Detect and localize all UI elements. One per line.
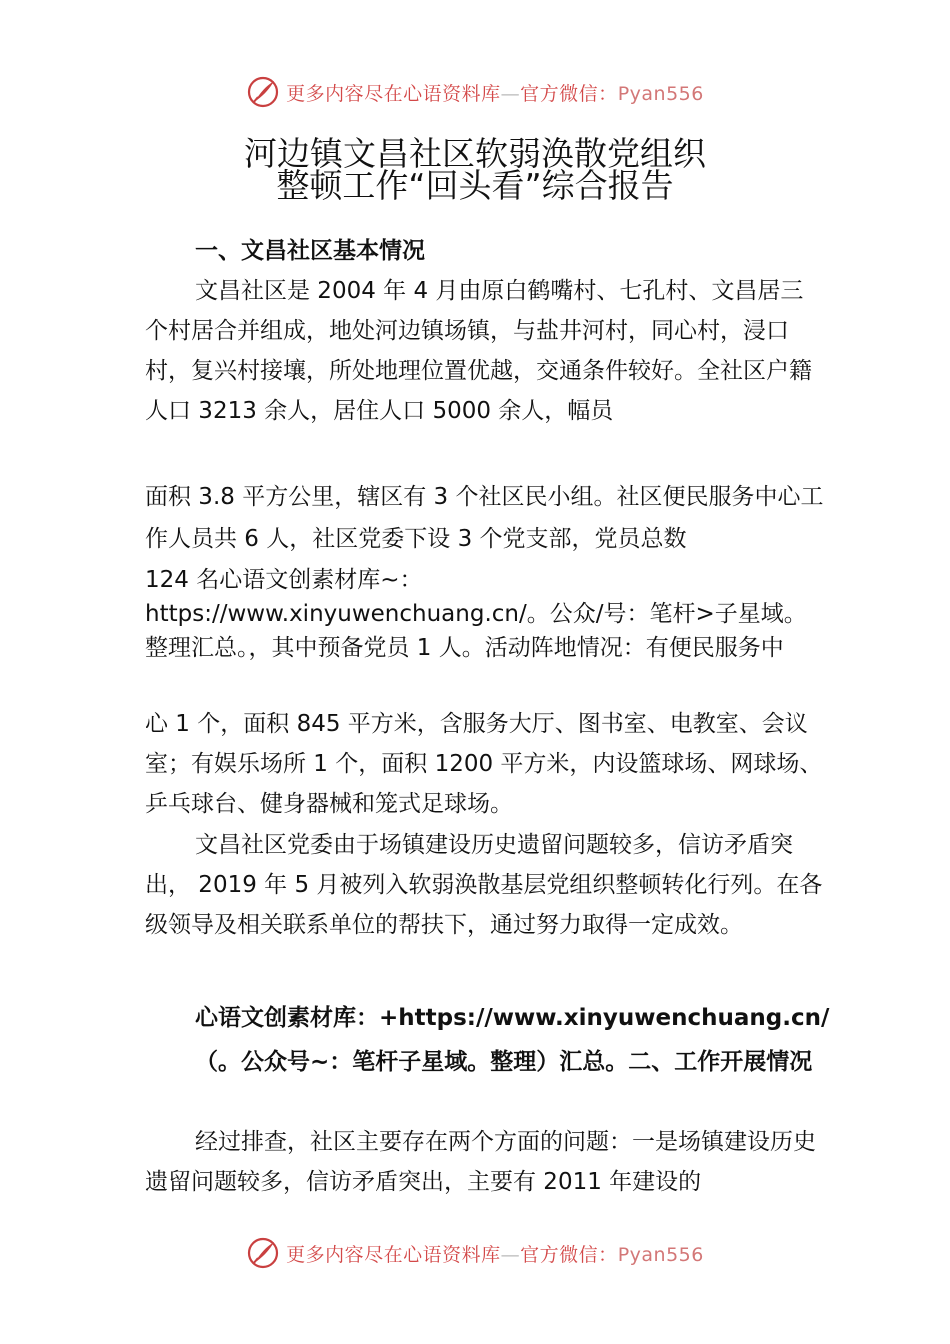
section2-heading: 心语文创素材库：+https://www.xinyuwenchuang.cn/（。公众号~：笔杆子星域。整理）汇总。二、工作开展情况 xyxy=(195,1005,830,1075)
section1-paragraph-3: 124 名心语文创素材库~：https://www.xinyuwenchuang.cn/。公众/号：笔杆>子星域。整理汇总。，其中预备党员 1 人。活动阵地情况：有便民服务中 xyxy=(145,567,807,661)
document-title-line1: 河边镇文昌社区软弱涣散党组织 xyxy=(244,134,706,173)
feather-pen-logo-icon xyxy=(246,1236,280,1270)
feather-pen-logo-icon xyxy=(246,75,280,109)
section1-paragraph-5: 文昌社区党委由于场镇建设历史遗留问题较多，信访矛盾突出， 2019 年 5 月被列入软弱涣散基层党组织整顿转化行列。在各级领导及相关联系单位的帮扶下，通过努力取得一定成效。 xyxy=(145,832,823,938)
watermark-text: 更多内容尽在心语资料库—官方微信：Pyan556 xyxy=(286,82,704,105)
header-watermark xyxy=(0,72,950,112)
document-title-line2: 整顿工作“回头看”综合报告 xyxy=(276,166,674,205)
section1-paragraph-4: 心 1 个，面积 845 平方米，含服务大厅、图书室、电教室、会议室；有娱乐场所 1 个，面积 1200 平方米，内设篮球场、网球场、乒乓球台、健身器械和笼式足球场。 xyxy=(145,711,823,817)
section1-heading: 一、文昌社区基本情况 xyxy=(195,238,425,264)
section1-paragraph-2: 面积 3.8 平方公里，辖区有 3 个社区民小组。社区便民服务中心工作人员共 6 人，社区党委下设 3 个党支部，党员总数 xyxy=(145,484,824,552)
watermark-text: 更多内容尽在心语资料库—官方微信：Pyan556 xyxy=(286,1243,704,1266)
footer-watermark xyxy=(0,1233,950,1273)
section2-paragraph-1: 经过排查，社区主要存在两个方面的问题：一是场镇建设历史遗留问题较多，信访矛盾突出，主要有 2011 年建设的 xyxy=(145,1129,816,1195)
section1-paragraph-1: 文昌社区是 2004 年 4 月由原白鹤嘴村、七孔村、文昌居三个村居合并组成，地处河边镇场镇，与盐井河村，同心村，浸口村，复兴村接壤，所处地理位置优越，交通条件较好。全社区户籍人口 3213 余人，居住人口 5000 余人，幅员 xyxy=(145,278,812,424)
